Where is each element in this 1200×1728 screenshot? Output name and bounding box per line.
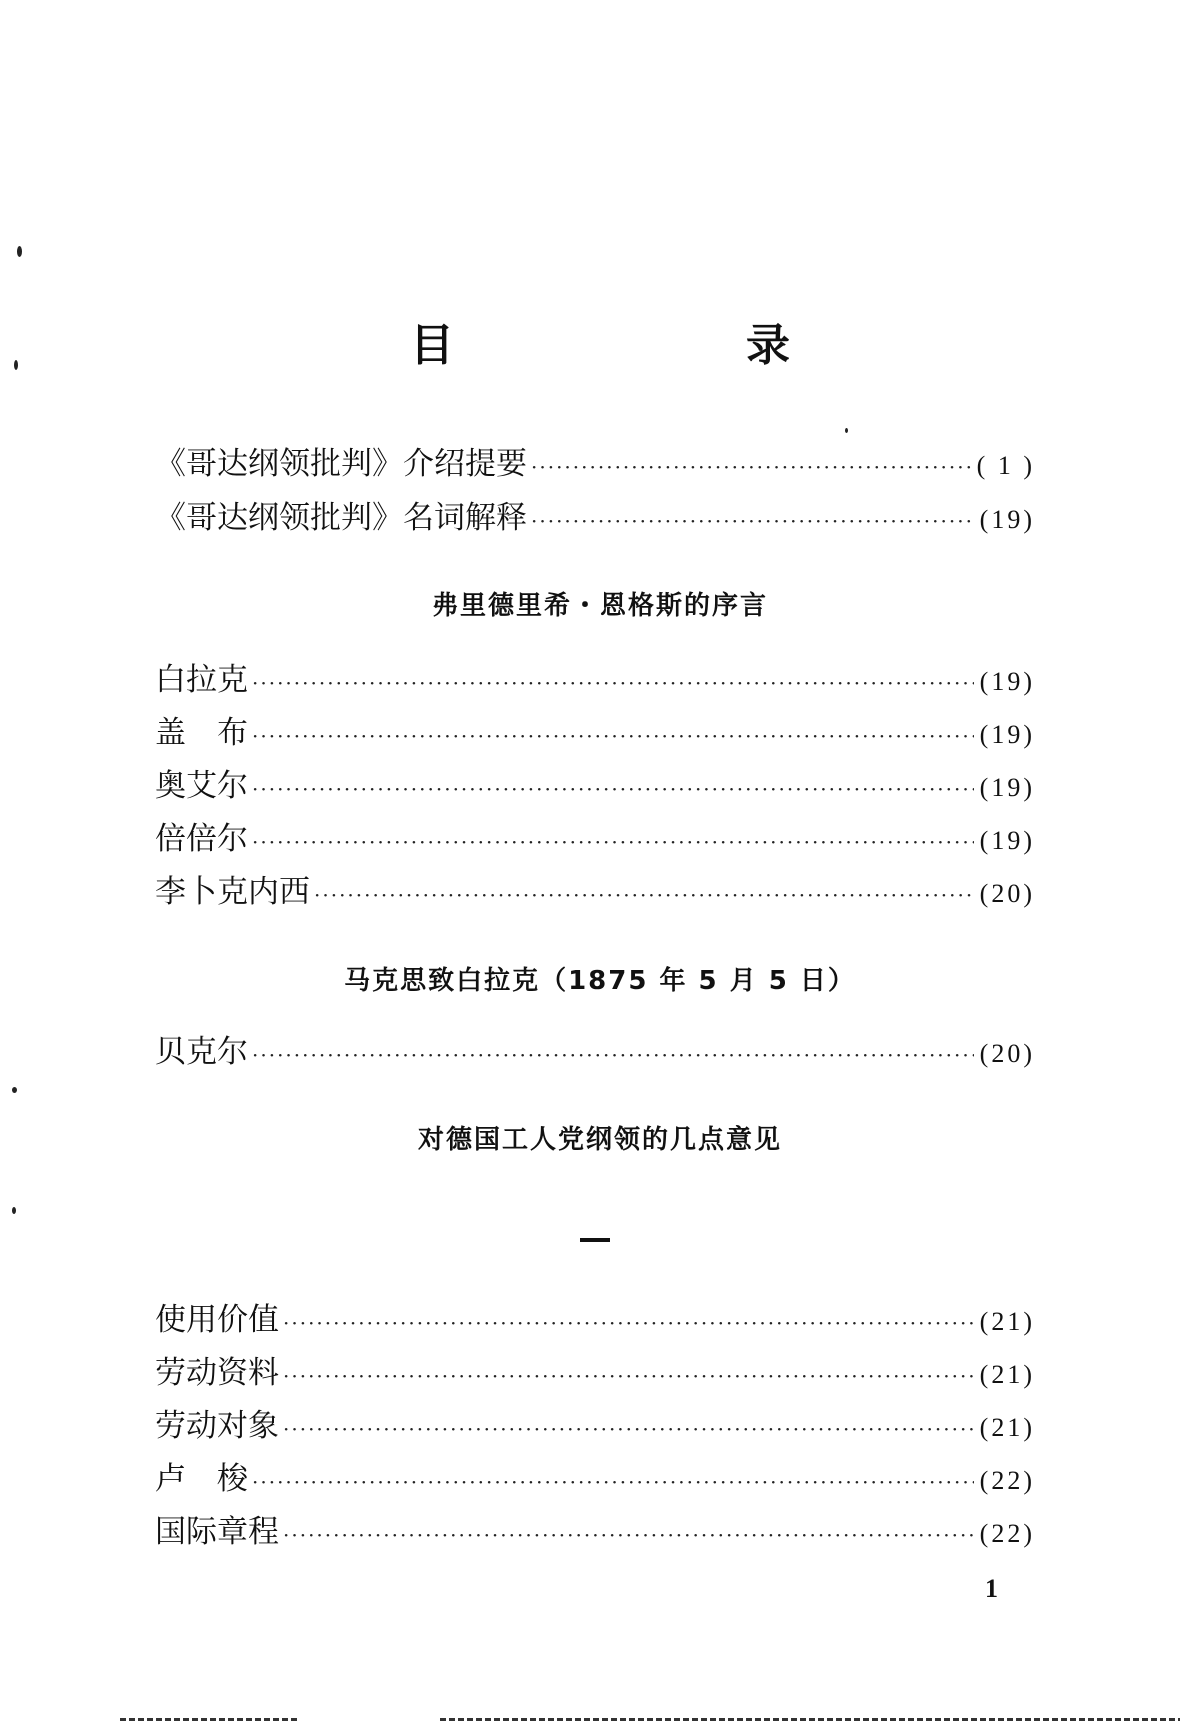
scan-speck [845, 428, 848, 433]
toc-entry-title: 《哥达纲领批判》名词解释 [155, 500, 527, 536]
toc-entry-page: ( 1 ) [976, 451, 1035, 480]
toc-entry-title: 贝克尔 [155, 1034, 248, 1070]
scan-speck [14, 360, 18, 370]
scan-edge-line [440, 1718, 1180, 1721]
toc-entry-page: (20) [979, 1039, 1035, 1068]
toc-entry-page: (21) [979, 1307, 1035, 1336]
toc-entry-title: 使用价值 [155, 1302, 279, 1338]
toc-entry[interactable] [155, 713, 1035, 753]
toc-entry[interactable] [155, 1512, 1035, 1552]
section-heading: 马克思致白拉克（1875 年 5 月 5 日） [344, 966, 856, 996]
toc-entry-title: 盖 布 [155, 715, 248, 751]
toc-entry-page: (22) [979, 1466, 1035, 1495]
dot-leader [252, 663, 974, 703]
toc-entry[interactable] [155, 1406, 1035, 1446]
toc-entry[interactable] [155, 1459, 1035, 1499]
toc-entry-title: 国际章程 [155, 1514, 279, 1550]
dot-leader [531, 501, 974, 541]
toc-entry[interactable] [155, 1032, 1035, 1072]
toc-entry-page: (19) [979, 773, 1035, 802]
toc-entry-page: (22) [979, 1519, 1035, 1548]
toc-entry[interactable] [155, 498, 1035, 538]
toc-entry-page: (19) [979, 667, 1035, 696]
part-one-marker-text [580, 1238, 581, 1239]
part-one-marker [580, 1238, 610, 1242]
toc-entry[interactable] [155, 819, 1035, 859]
dot-leader [252, 716, 974, 756]
toc-entry-title: 李卜克内西 [155, 874, 310, 910]
toc-entry-page: (19) [979, 505, 1035, 534]
toc-entry-page: (19) [979, 826, 1035, 855]
toc-entry-title: 白拉克 [155, 662, 248, 698]
toc-entry-title: 奥艾尔 [155, 768, 248, 804]
dot-leader [252, 1462, 974, 1502]
toc-entry[interactable] [155, 660, 1035, 700]
scan-speck [12, 1087, 17, 1093]
toc-entry-page: (21) [979, 1360, 1035, 1389]
section-heading: 弗里德里希・恩格斯的序言 [431, 591, 768, 621]
toc-entry-title: 卢 梭 [155, 1461, 248, 1497]
toc-entry-title: 劳动资料 [155, 1355, 279, 1391]
dot-leader [252, 822, 974, 862]
toc-entry-page: (19) [979, 720, 1035, 749]
scan-speck [12, 1207, 16, 1214]
dot-leader [531, 447, 971, 487]
dot-leader [283, 1515, 974, 1555]
dot-leader [283, 1356, 974, 1396]
dot-leader [283, 1409, 974, 1449]
page-number: 1 [985, 1574, 998, 1603]
toc-entry-title: 劳动对象 [155, 1408, 279, 1444]
page-title: 目 录 [410, 320, 858, 371]
toc-entry-page: (20) [979, 879, 1035, 908]
dot-leader [252, 1035, 974, 1075]
dot-leader [283, 1303, 974, 1343]
toc-entry[interactable] [155, 444, 1035, 484]
toc-entry[interactable] [155, 1300, 1035, 1340]
toc-entry-page: (21) [979, 1413, 1035, 1442]
toc-entry[interactable] [155, 766, 1035, 806]
toc-entry-title: 倍倍尔 [155, 821, 248, 857]
scan-speck [17, 246, 22, 257]
dot-leader [314, 875, 974, 915]
section-heading: 对德国工人党纲领的几点意见 [417, 1125, 782, 1155]
toc-entry[interactable] [155, 872, 1035, 912]
toc-entry[interactable] [155, 1353, 1035, 1393]
scan-edge-line [120, 1718, 300, 1721]
dot-leader [252, 769, 974, 809]
toc-entry-title: 《哥达纲领批判》介绍提要 [155, 446, 527, 482]
